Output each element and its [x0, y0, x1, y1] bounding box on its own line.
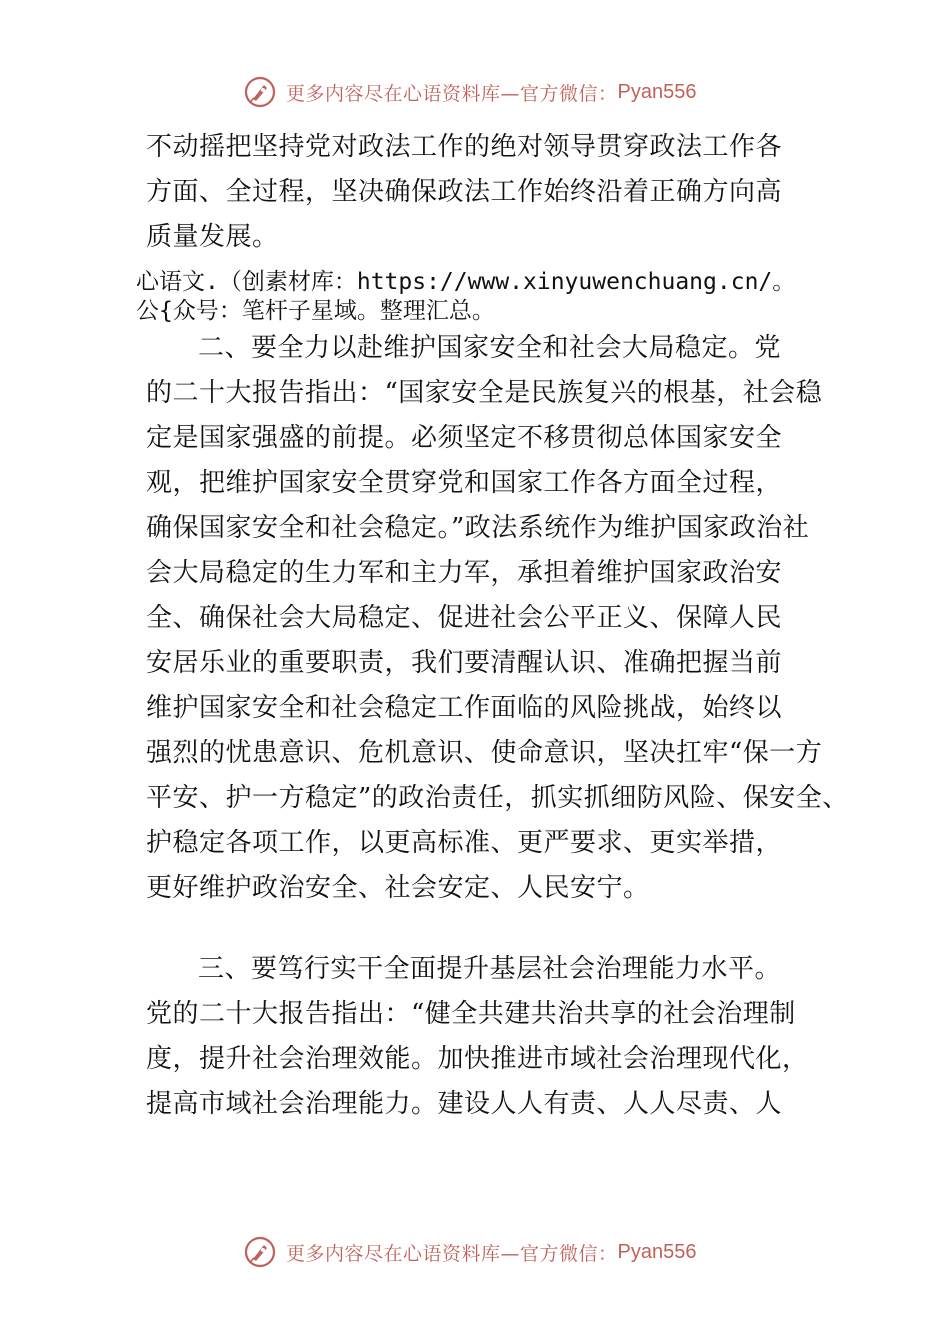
footer-wechat-handle: Pyan556 — [617, 1240, 697, 1263]
text-line: 质量发展。 — [146, 222, 279, 252]
document-body — [136, 125, 849, 1127]
text-line: 安居乐业的重要职责，我们要清醒认识、准确把握当前 — [146, 648, 783, 678]
source-note — [136, 268, 846, 326]
text-line: 不动摇把坚持党对政法工作的绝对领导贯穿政法工作各 — [146, 132, 783, 162]
text-line: 度，提升社会治理效能。加快推进市域社会治理现代化， — [146, 1044, 809, 1074]
text-line: 党的二十大报告指出：“健全共建共治共享的社会治理制 — [146, 999, 796, 1029]
pen-nib-logo-icon — [244, 1236, 276, 1268]
header-wechat-handle: Pyan556 — [617, 80, 697, 103]
text-line: 平安、护一方稳定”的政治责任，抓实抓细防风险、保安全、 — [146, 783, 849, 813]
pen-nib-logo-icon — [244, 76, 276, 108]
text-line: 定是国家强盛的前提。必须坚定不移贯彻总体国家安全 — [146, 423, 783, 453]
text-line: 的二十大报告指出：“国家安全是民族复兴的根基，社会稳 — [146, 378, 823, 408]
section-heading-2: 二、要全力以赴维护国家安全和社会大局稳定。党 — [198, 333, 782, 363]
section-heading-3: 三、要笃行实干全面提升基层社会治理能力水平。 — [198, 954, 782, 984]
text-line: 维护国家安全和社会稳定工作面临的风险挑战，始终以 — [146, 693, 783, 723]
footer-banner — [244, 1234, 696, 1270]
paragraph-2 — [146, 326, 849, 911]
text-line: 强烈的忧患意识、危机意识、使命意识，坚决扛牢“保一方 — [146, 738, 823, 768]
text-line: 护稳定各项工作，以更高标准、更严要求、更实举措， — [146, 828, 783, 858]
text-line: 全、确保社会大局稳定、促进社会公平正义、保障人民 — [146, 603, 783, 633]
text-line: 确保国家安全和社会稳定。”政法系统作为维护国家政治社 — [146, 513, 810, 543]
text-line: 提高市域社会治理能力。建设人人有责、人人尽责、人 — [146, 1089, 783, 1119]
header-banner-text: 更多内容尽在心语资料库—官方微信： — [286, 82, 618, 105]
source-note-line: 公{众号：笔杆子星域。整理汇总。 — [136, 298, 495, 324]
text-line: 会大局稳定的生力军和主力军，承担着维护国家政治安 — [146, 558, 783, 588]
paragraph-3 — [146, 947, 846, 1127]
paragraph-spacer — [146, 911, 846, 947]
text-line: 观，把维护国家安全贯穿党和国家工作各方面全过程， — [146, 468, 783, 498]
text-line: 更好维护政治安全、社会安定、人民安宁。 — [146, 873, 650, 903]
text-line: 方面、全过程，坚决确保政法工作始终沿着正确方向高 — [146, 177, 783, 207]
header-banner — [244, 74, 696, 110]
paragraph-1 — [146, 125, 846, 260]
footer-banner-text: 更多内容尽在心语资料库—官方微信： — [286, 1242, 618, 1265]
source-note-line: 心语文.（创素材库：https://www.xinyuwenchuang.cn/。 — [136, 269, 796, 295]
